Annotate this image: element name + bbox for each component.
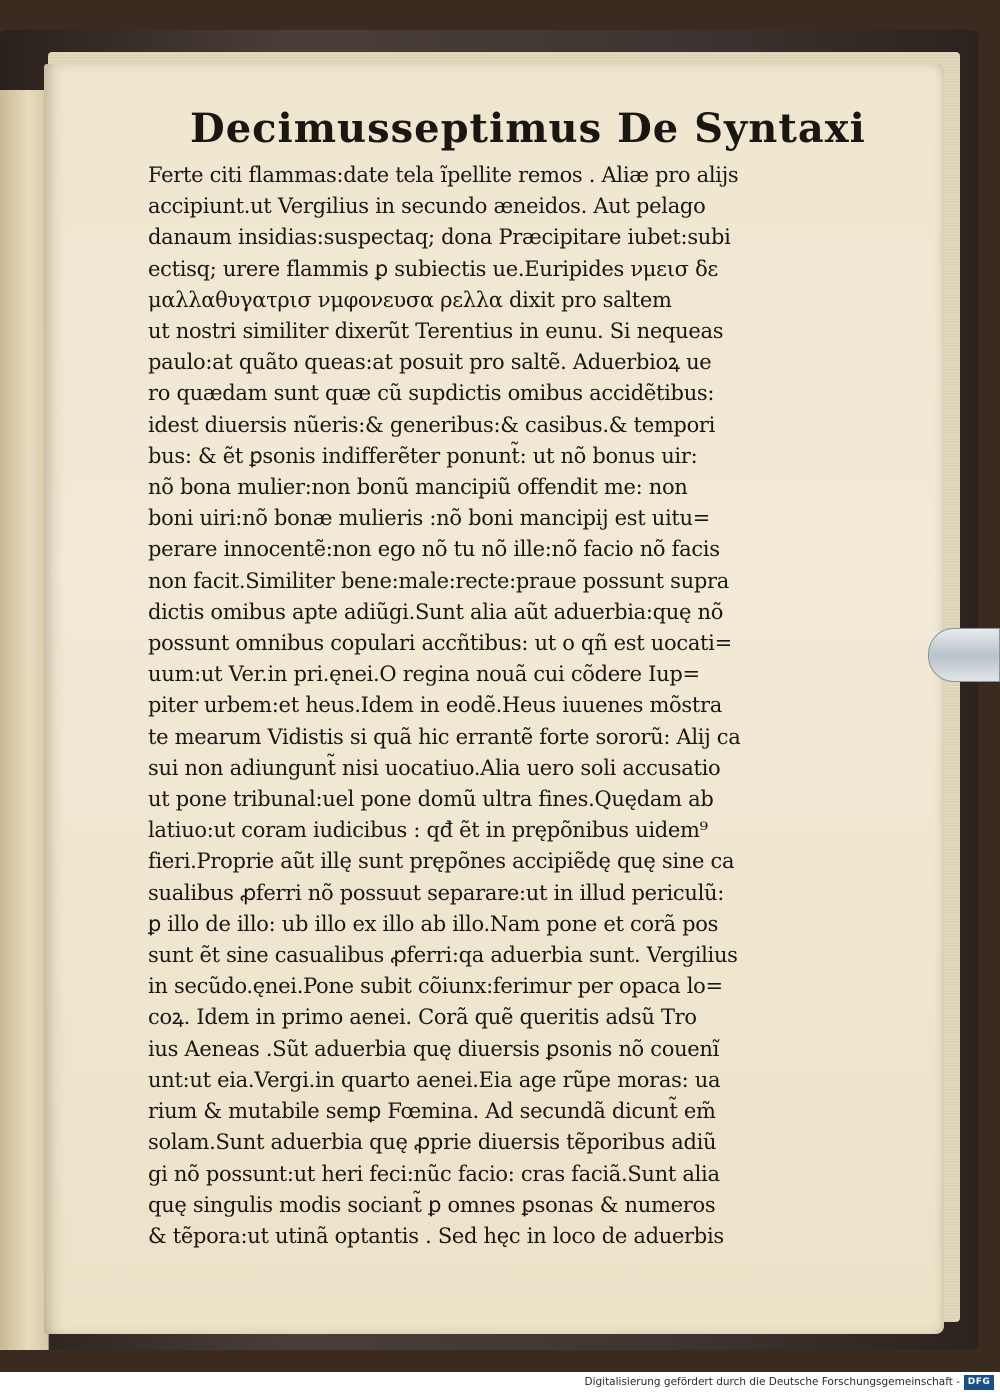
- text-line: danaum insidias:suspectaq; dona Præcipitare iubet:subi: [148, 225, 731, 250]
- text-line: non facit.Similiter bene:male:recte:praue possunt supra: [148, 568, 729, 593]
- text-line: idest diuersis nũeris:& generibus:& casibus.& tempori: [148, 412, 716, 437]
- body-text: [148, 160, 741, 1252]
- text-line: possunt omnibus copulari accñtibus: ut o qñ est uocati=: [148, 631, 732, 656]
- page-clip: [928, 628, 1000, 682]
- text-line: sualibus ꝓferri nõ possuut separare:ut in illud periculũ:: [148, 880, 724, 905]
- funding-credit: Digitalisierung gefördert durch die Deutsche Forschungsgemeinschaft -: [584, 1376, 960, 1388]
- page-heading: Decimusseptimus De Syntaxi: [190, 105, 866, 152]
- text-line: dictis omibus apte adiũgi.Sunt alia aũt aduerbia:quę nõ: [148, 599, 724, 624]
- dfg-logo: DFG: [964, 1375, 994, 1390]
- text-line: paulo:at quãto queas:at posuit pro saltẽ. Aduerbioꝝ ue: [148, 350, 712, 375]
- footer-bar: [0, 1372, 1000, 1395]
- text-line: accipiunt.ut Vergilius in secundo æneidos. Aut pelago: [148, 194, 706, 219]
- text-line: ꝑ illo de illo: ub illo ex illo ab illo.Nam pone et corã pos: [148, 911, 719, 936]
- text-line: boni uiri:nõ bonæ mulieris :nõ boni mancipij est uitu=: [148, 506, 711, 531]
- text-line: piter urbem:et heus.Idem in eodẽ.Heus iuuenes mõstra: [148, 693, 722, 718]
- text-line: ius Aeneas .Sũt aduerbia quę diuersis ꝑsonis nõ couenĩ: [148, 1036, 720, 1061]
- text-line: rium & mutabile semꝑ Fœmina. Ad secundã dicunt̃ em̃: [148, 1099, 716, 1124]
- text-line: fieri.Proprie aũt illę sunt prępõnes accipiẽdę quę sine ca: [148, 849, 735, 874]
- text-block: [148, 102, 866, 1252]
- text-line: unt:ut eia.Vergi.in quarto aenei.Eia age rũpe moras: ua: [148, 1067, 721, 1092]
- text-line: μαλλαθυγατρισ νμφονευσα ρελλα dixit pro saltem: [148, 287, 672, 312]
- text-line: sunt ẽt sine casualibus ꝓferri:qa aduerbia sunt. Vergilius: [148, 943, 738, 968]
- facing-page-edge: [0, 90, 49, 1350]
- text-line: gi nõ possunt:ut heri feci:nũc facio: cras faciã.Sunt alia: [148, 1161, 720, 1186]
- text-line: bus: & ẽt ꝑsonis indifferẽter ponunt̃: ut nõ bonus uir:: [148, 443, 698, 468]
- text-line: & tẽpora:ut utinã optantis . Sed hęc in loco de aduerbis: [148, 1223, 724, 1248]
- text-line: solam.Sunt aduerbia quę ꝓprie diuersis tẽporibus adiũ: [148, 1130, 717, 1155]
- text-line: ectisq; urere flammis ꝑ subiectis ue.Euripides νμεισ δε: [148, 256, 718, 281]
- text-line: ut pone tribunal:uel pone domũ ultra fines.Quędam ab: [148, 787, 714, 812]
- text-line: uum:ut Ver.in pri.ęnei.O regina nouã cui cõdere Iup=: [148, 662, 700, 687]
- text-line: sui non adiungunt̃ nisi uocatiuo.Alia uero soli accusatio: [148, 755, 721, 780]
- text-line: te mearum Vidistis si quã hic errantẽ forte sororũ: Alij ca: [148, 724, 741, 749]
- text-line: ut nostri similiter dixerũt Terentius in eunu. Si nequeas: [148, 319, 724, 344]
- text-line: nõ bona mulier:non bonũ mancipiũ offendit me: non: [148, 475, 688, 500]
- text-line: quę singulis modis sociant̃ ꝑ omnes ꝑsonas & numeros: [148, 1192, 716, 1217]
- text-line: perare innocentẽ:non ego nõ tu nõ ille:nõ facio nõ facis: [148, 537, 720, 562]
- text-line: latiuo:ut coram iudicibus : qđ ẽt in prępõnibus uidem⁹: [148, 818, 708, 843]
- text-line: coꝝ. Idem in primo aenei. Corã quẽ queritis adsũ Tro: [148, 1005, 697, 1030]
- text-line: Ferte citi flammas:date tela ĩpellite remos . Aliæ pro alijs: [148, 163, 739, 187]
- text-line: ro quædam sunt quæ cũ supdictis omibus accidẽtibus:: [148, 381, 715, 406]
- text-line: in secũdo.ęnei.Pone subit cõiunx:ferimur per opaca lo=: [148, 974, 723, 999]
